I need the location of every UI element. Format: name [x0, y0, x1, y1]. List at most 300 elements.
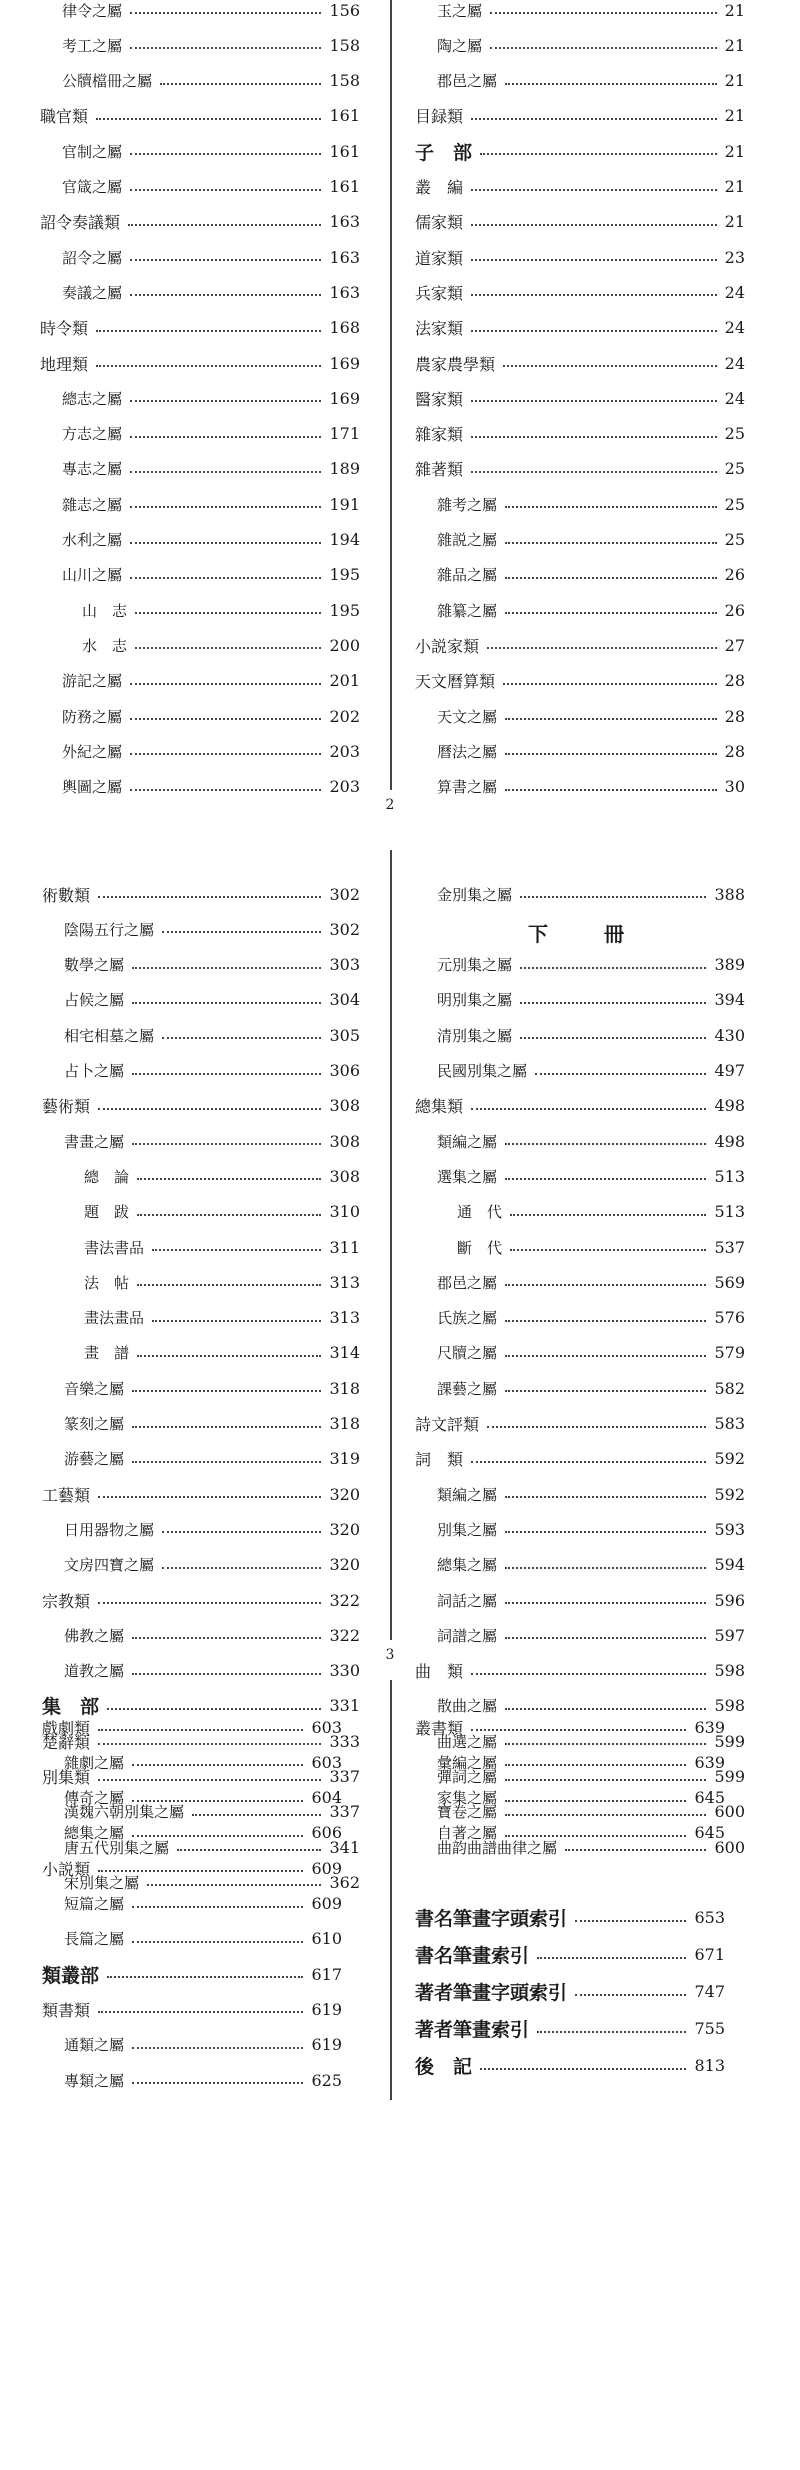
dot-leader: [505, 83, 717, 85]
toc-entry: [415, 1089, 745, 1123]
entry-title: 游記之屬: [62, 672, 123, 691]
entry-page-number: 320: [329, 1484, 360, 1504]
entry-title: 類書類: [42, 2000, 91, 2020]
dot-leader: [480, 2068, 686, 2070]
entry-title: 外紀之屬: [62, 742, 123, 761]
entry-page-number: 394: [714, 990, 745, 1010]
dot-leader: [132, 1835, 303, 1837]
entry-page-number: 314: [329, 1343, 360, 1363]
dot-leader: [520, 1002, 706, 1004]
entry-page-number: 337: [329, 1767, 360, 1786]
entry-page-number: 619: [311, 2035, 342, 2055]
toc-entry: [84, 1265, 360, 1299]
entry-page-number: 319: [329, 1449, 360, 1469]
dot-leader: [503, 365, 717, 367]
toc-entry: [437, 1618, 745, 1652]
entry-page-number: 306: [329, 1061, 360, 1080]
dot-leader: [98, 2011, 303, 2013]
entry-page-number: 156: [329, 0, 360, 20]
entry-page-number: 302: [329, 884, 360, 904]
dot-leader: [132, 2082, 303, 2084]
toc-entry: [415, 170, 745, 204]
toc-entry: [62, 452, 360, 486]
dot-leader: [575, 1920, 686, 1922]
toc-entry: [42, 1710, 342, 1744]
toc-entry: [42, 1583, 360, 1617]
toc-entry: [64, 1018, 360, 1052]
entry-title: 水利之屬: [62, 531, 123, 549]
entry-title: 音樂之屬: [64, 1379, 125, 1398]
dot-leader: [471, 189, 717, 191]
toc-entry: [64, 1054, 360, 1088]
toc-entry: [415, 205, 745, 239]
toc-entry: [437, 1124, 745, 1158]
toc-entry: [62, 381, 360, 415]
toc-entry: [437, 487, 745, 521]
entry-page-number: 609: [311, 1858, 342, 1878]
entry-title: 奏議之屬: [62, 283, 123, 302]
dot-leader: [505, 1496, 706, 1498]
toc-entry: [415, 311, 745, 345]
entry-page-number: 23: [724, 247, 745, 267]
toc-entry: [84, 1195, 360, 1229]
toc-entry: [40, 346, 360, 380]
entry-page-number: 617: [311, 1964, 342, 1984]
entry-page-number: 579: [714, 1343, 745, 1363]
dot-leader: [132, 1002, 321, 1004]
entry-page-number: 430: [714, 1025, 745, 1045]
entry-page-number: 610: [311, 1929, 342, 1949]
toc-entry: [457, 1230, 745, 1264]
dot-leader: [130, 400, 321, 402]
dot-leader: [471, 118, 717, 120]
toc-entry: [62, 734, 360, 768]
dot-leader: [132, 1637, 321, 1639]
toc-entry: [40, 205, 360, 239]
entry-page-number: 203: [329, 741, 360, 761]
entry-page-number: 25: [724, 459, 745, 479]
entry-page-number: 21: [724, 0, 745, 20]
dot-leader: [471, 1108, 706, 1110]
entry-page-number: 322: [329, 1625, 360, 1645]
toc-page: [0, 1680, 800, 2160]
entry-page-number: 619: [311, 1999, 342, 2019]
entry-title: 宋別集之屬: [64, 1873, 140, 1892]
dot-leader: [471, 436, 717, 438]
dot-leader: [130, 471, 321, 473]
entry-title: 叢 編: [415, 178, 464, 197]
dot-leader: [96, 365, 321, 367]
toc-entry: [62, 558, 360, 592]
entry-title: 傳奇之屬: [64, 1789, 125, 1808]
dot-leader: [471, 294, 717, 296]
toc-entry: [64, 1922, 342, 1956]
dot-leader: [162, 1531, 321, 1533]
entry-page-number: 28: [724, 741, 745, 761]
toc-entry: [64, 1816, 342, 1850]
toc-entry: [84, 1336, 360, 1370]
dot-leader: [162, 931, 321, 933]
entry-title: 詩文評類: [415, 1415, 480, 1434]
dot-leader: [130, 718, 321, 720]
dot-leader: [98, 1496, 321, 1498]
toc-entry: [62, 275, 360, 309]
entry-title: 書名筆畫索引: [415, 1945, 530, 1967]
toc-entry: [62, 699, 360, 733]
dot-leader: [510, 1249, 706, 1251]
entry-title: 占候之屬: [64, 991, 125, 1010]
entry-title: 道教之屬: [64, 1662, 125, 1681]
toc-entry: [457, 1195, 745, 1229]
toc-entry: [415, 452, 745, 486]
entry-page-number: 639: [694, 1752, 725, 1772]
entry-page-number: 625: [311, 2070, 342, 2090]
entry-page-number: 304: [329, 990, 360, 1010]
dot-leader: [487, 1426, 706, 1428]
toc-entry: [64, 1887, 342, 1921]
dot-leader: [130, 753, 321, 755]
section-heading-entry: [415, 1901, 725, 1935]
column-divider: [390, 1680, 392, 2100]
toc-entry: [437, 28, 745, 62]
entry-title: 散曲之屬: [437, 1697, 498, 1716]
entry-page-number: 311: [329, 1237, 360, 1257]
dot-leader: [137, 1178, 321, 1180]
dot-leader: [130, 506, 321, 508]
entry-title: 後 記: [415, 2056, 473, 2078]
toc-entry: [42, 877, 360, 911]
toc-entry: [437, 1512, 745, 1546]
entry-page-number: 597: [714, 1625, 745, 1645]
entry-title: 集 部: [42, 1696, 100, 1719]
entry-title: 道家類: [415, 248, 464, 268]
entry-title: 占卜之屬: [64, 1062, 125, 1080]
entry-title: 叢書類: [415, 1718, 464, 1738]
entry-title: 類編之屬: [437, 1485, 498, 1504]
entry-title: 雜説之屬: [437, 531, 498, 549]
dot-leader: [135, 647, 321, 649]
entry-page-number: 747: [694, 1982, 725, 2001]
dot-leader: [505, 1800, 686, 1802]
entry-page-number: 813: [694, 2056, 725, 2075]
entry-title: 醫家類: [415, 389, 464, 409]
entry-title: 雜家類: [415, 425, 464, 445]
dot-leader: [505, 1531, 706, 1533]
toc-entry: [437, 983, 745, 1017]
entry-title: 專類之屬: [64, 2071, 125, 2090]
entry-title: 山 志: [82, 601, 128, 620]
dot-leader: [160, 83, 321, 85]
entry-title: 別集類: [42, 1768, 91, 1787]
dot-leader: [137, 1284, 321, 1286]
dot-leader: [520, 896, 706, 898]
toc-entry: [437, 523, 745, 557]
entry-title: 楚辭類: [42, 1732, 91, 1752]
toc-entry: [84, 1301, 360, 1335]
toc-entry: [437, 593, 745, 627]
dot-leader: [98, 1602, 321, 1604]
entry-page-number: 30: [724, 777, 745, 797]
toc-entry: [62, 0, 360, 27]
toc-entry: [64, 1548, 360, 1582]
dot-leader: [505, 1178, 706, 1180]
entry-page-number: 158: [329, 35, 360, 55]
dot-leader: [107, 1976, 303, 1978]
dot-leader: [505, 542, 717, 544]
entry-page-number: 21: [724, 212, 745, 232]
entry-title: 氏族之屬: [437, 1309, 498, 1328]
toc-entry: [64, 1442, 360, 1476]
entry-title: 山川之屬: [62, 566, 123, 585]
entry-title: 天文之屬: [437, 707, 498, 726]
dot-leader: [505, 1764, 686, 1766]
entry-title: 唐五代別集之屬: [64, 1838, 170, 1857]
dot-leader: [480, 153, 717, 155]
entry-page-number: 569: [714, 1272, 745, 1292]
entry-page-number: 171: [329, 424, 360, 444]
entry-page-number: 513: [714, 1202, 745, 1222]
entry-title: 詞話之屬: [437, 1591, 498, 1610]
entry-page-number: 25: [724, 530, 745, 549]
page-number: 3: [385, 1647, 395, 1663]
entry-page-number: 341: [329, 1837, 360, 1857]
dot-leader: [471, 259, 717, 261]
dot-leader: [152, 1320, 321, 1322]
entry-page-number: 606: [311, 1823, 342, 1843]
dot-leader: [520, 1037, 706, 1039]
dot-leader: [520, 967, 706, 969]
entry-page-number: 168: [329, 318, 360, 338]
dot-leader: [471, 471, 717, 473]
entry-title: 目録類: [415, 107, 464, 127]
toc-entry: [437, 877, 745, 911]
entry-page-number: 671: [694, 1945, 725, 1964]
entry-page-number: 645: [694, 1788, 725, 1808]
entry-page-number: 603: [311, 1717, 342, 1737]
toc-entry: [437, 1477, 745, 1511]
entry-title: 金別集之屬: [437, 885, 513, 904]
entry-title: 律令之屬: [62, 1, 123, 20]
entry-title: 專志之屬: [62, 460, 123, 479]
entry-title: 藝術類: [42, 1097, 91, 1117]
entry-title: 篆刻之屬: [64, 1415, 125, 1433]
entry-title: 課藝之屬: [437, 1379, 498, 1398]
entry-page-number: 330: [329, 1661, 360, 1681]
entry-page-number: 582: [714, 1378, 745, 1398]
toc-entry: [62, 664, 360, 698]
column-divider: [390, 0, 392, 790]
entry-page-number: 200: [329, 635, 360, 655]
dot-leader: [505, 1602, 706, 1604]
toc-entry: [64, 1512, 360, 1546]
entry-title: 時令類: [40, 319, 89, 339]
entry-title: 書法書品: [84, 1238, 145, 1257]
entry-title: 輿圖之屬: [62, 778, 123, 797]
entry-title: 總集類: [415, 1097, 464, 1117]
dot-leader: [505, 1390, 706, 1392]
entry-title: 長篇之屬: [64, 1930, 125, 1949]
entry-page-number: 600: [714, 1802, 745, 1822]
toc-entry: [415, 417, 745, 451]
section-heading-entry: [415, 2049, 725, 2083]
entry-title: 明別集之屬: [437, 991, 513, 1010]
toc-entry: [437, 1018, 745, 1052]
entry-title: 漢魏六朝別集之屬: [64, 1803, 185, 1822]
entry-page-number: 593: [714, 1519, 745, 1539]
entry-title: 總 論: [84, 1167, 130, 1186]
toc-entry: [415, 99, 745, 133]
dot-leader: [505, 1355, 706, 1357]
dot-leader: [132, 1764, 303, 1766]
toc-entry: [64, 1124, 360, 1158]
entry-title: 子 部: [415, 141, 473, 164]
toc-entry: [64, 912, 360, 946]
entry-title: 總集之屬: [64, 1824, 125, 1843]
toc-entry: [437, 64, 745, 98]
entry-page-number: 318: [329, 1414, 360, 1433]
dot-leader: [505, 753, 717, 755]
toc-entry: [64, 1618, 360, 1652]
entry-page-number: 310: [329, 1202, 360, 1222]
dot-leader: [132, 1143, 321, 1145]
entry-title: 題 跋: [84, 1203, 130, 1222]
dot-leader: [132, 1906, 303, 1908]
entry-page-number: 600: [714, 1837, 745, 1857]
dot-leader: [537, 2031, 686, 2033]
dot-leader: [98, 896, 321, 898]
entry-page-number: 194: [329, 530, 360, 549]
toc-entry: [415, 240, 745, 274]
toc-entry: [415, 346, 745, 380]
entry-title: 元別集之屬: [437, 956, 513, 975]
toc-entry: [64, 1371, 360, 1405]
toc-entry: [415, 664, 745, 698]
toc-entry: [415, 1710, 725, 1744]
entry-title: 算書之屬: [437, 778, 498, 797]
entry-title: 曆法之屬: [437, 742, 498, 761]
dot-leader: [487, 647, 717, 649]
entry-page-number: 201: [329, 671, 360, 691]
entry-page-number: 592: [714, 1449, 745, 1469]
entry-page-number: 161: [329, 177, 360, 196]
dot-leader: [96, 118, 321, 120]
entry-title: 詔令奏議類: [40, 213, 121, 233]
entry-page-number: 28: [724, 706, 745, 726]
dot-leader: [128, 224, 321, 226]
toc-entry: [42, 1851, 342, 1885]
entry-page-number: 318: [329, 1378, 360, 1398]
dot-leader: [132, 1941, 303, 1943]
dot-leader: [152, 1249, 321, 1251]
entry-title: 短篇之屬: [64, 1895, 125, 1913]
entry-page-number: 21: [724, 106, 745, 126]
entry-title: 雜劇之屬: [64, 1753, 125, 1772]
toc-entry: [437, 1301, 745, 1335]
entry-title: 地理類: [40, 354, 89, 374]
entry-page-number: 320: [329, 1519, 360, 1539]
toc-entry: [437, 1159, 745, 1193]
entry-page-number: 308: [329, 1131, 360, 1151]
entry-title: 官箴之屬: [62, 178, 123, 196]
entry-title: 玉之屬: [437, 1, 483, 20]
entry-page-number: 497: [714, 1061, 745, 1080]
dot-leader: [471, 330, 717, 332]
entry-title: 畫 譜: [84, 1344, 130, 1363]
entry-page-number: 195: [329, 600, 360, 620]
entry-title: 斷 代: [457, 1238, 503, 1257]
entry-title: 天文曆算類: [415, 672, 496, 692]
entry-title: 工藝類: [42, 1485, 91, 1505]
toc-entry: [62, 64, 360, 98]
entry-page-number: 24: [724, 388, 745, 408]
entry-page-number: 583: [714, 1414, 745, 1433]
dot-leader: [505, 1143, 706, 1145]
toc-entry: [415, 628, 745, 662]
entry-title: 彈詞之屬: [437, 1768, 498, 1786]
toc-entry: [64, 1407, 360, 1441]
volume-heading: 下 冊: [528, 922, 642, 946]
entry-title: 游藝之屬: [64, 1450, 125, 1469]
entry-title: 畫法畫品: [84, 1309, 145, 1328]
entry-title: 曲 類: [415, 1662, 464, 1682]
dot-leader: [130, 47, 321, 49]
toc-entry: [62, 240, 360, 274]
dot-leader: [130, 12, 321, 14]
entry-title: 防務之屬: [62, 707, 123, 726]
dot-leader: [130, 153, 321, 155]
dot-leader: [137, 1214, 321, 1216]
toc-entry: [415, 275, 745, 309]
toc-entry: [62, 134, 360, 168]
dot-leader: [135, 612, 321, 614]
entry-page-number: 322: [329, 1590, 360, 1610]
dot-leader: [162, 1567, 321, 1569]
dot-leader: [162, 1037, 321, 1039]
entry-title: 陰陽五行之屬: [64, 920, 155, 939]
toc-entry: [437, 1548, 745, 1582]
entry-title: 陶之屬: [437, 36, 483, 55]
entry-page-number: 576: [714, 1308, 745, 1328]
entry-page-number: 24: [724, 318, 745, 338]
toc-entry: [64, 2063, 342, 2097]
entry-title: 類編之屬: [437, 1132, 498, 1151]
entry-title: 詔令之屬: [62, 248, 123, 267]
dot-leader: [510, 1214, 706, 1216]
toc-entry: [437, 558, 745, 592]
dot-leader: [505, 612, 717, 614]
dot-leader: [471, 224, 717, 226]
toc-entry: [42, 1477, 360, 1511]
entry-page-number: 25: [724, 424, 745, 444]
dot-leader: [130, 436, 321, 438]
entry-page-number: 362: [329, 1872, 360, 1892]
entry-title: 書名筆畫字頭索引: [415, 1908, 568, 1930]
toc-entry: [40, 99, 360, 133]
toc-entry: [64, 1781, 342, 1815]
dot-leader: [471, 1673, 706, 1675]
entry-page-number: 202: [329, 706, 360, 726]
entry-page-number: 609: [311, 1894, 342, 1913]
toc-page: [0, 0, 800, 850]
entry-title: 雜纂之屬: [437, 601, 498, 620]
entry-title: 方志之屬: [62, 425, 123, 444]
entry-page-number: 28: [724, 671, 745, 691]
dot-leader: [505, 1320, 706, 1322]
entry-title: 水 志: [82, 636, 128, 655]
entry-title: 法家類: [415, 319, 464, 339]
entry-page-number: 498: [714, 1096, 745, 1116]
entry-page-number: 24: [724, 282, 745, 302]
